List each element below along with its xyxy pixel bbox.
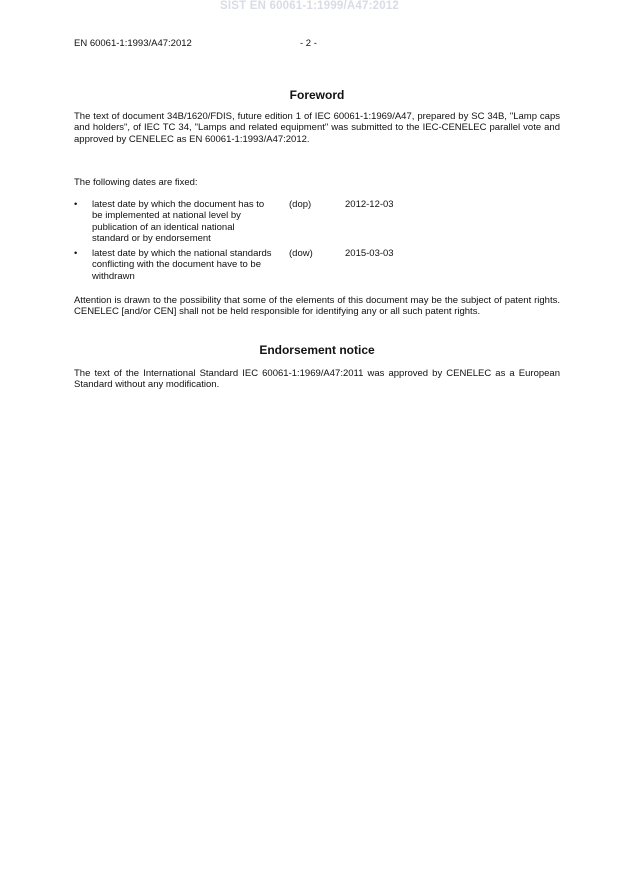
dates-intro: The following dates are fixed: [74, 177, 198, 188]
date-description: latest date by which the national standards conflicting with the document have to be withdrawn [92, 248, 272, 282]
endorsement-title: Endorsement notice [259, 343, 375, 357]
bullet-icon: • [74, 199, 78, 210]
foreword-paragraph: The text of document 34B/1620/FDIS, future edition 1 of IEC 60061-1:1969/A47, prepared by SC 34B, "Lamp caps and holders", of IEC TC 34, "Lamps and related equipment" was submitted to the IEC-CENELEC parallel vote and approved by CENELEC as EN 60061-1:1993/A47:2012. [74, 111, 560, 145]
date-value: 2015-03-03 [345, 248, 394, 259]
date-abbreviation: (dow) [289, 248, 313, 259]
page-number: - 2 - [300, 38, 317, 49]
foreword-title: Foreword [289, 88, 345, 102]
bullet-icon: • [74, 248, 78, 259]
document-id: EN 60061-1:1993/A47:2012 [74, 38, 192, 49]
date-value: 2012-12-03 [345, 199, 394, 210]
watermark-text: SIST EN 60061-1:1999/A47:2012 [219, 0, 400, 12]
date-description: latest date by which the document has to be implemented at national level by publication of an identical national standard or by endorsement [92, 199, 265, 245]
attention-paragraph: Attention is drawn to the possibility that some of the elements of this document may be the subject of patent rights. CENELEC [and/or CEN] shall not be held responsible for identifying any or all such patent rights. [74, 295, 560, 318]
endorsement-paragraph: The text of the International Standard IEC 60061-1:1969/A47:2011 was approved by CENELEC as a European Standard without any modification. [74, 368, 560, 391]
date-abbreviation: (dop) [289, 199, 312, 210]
